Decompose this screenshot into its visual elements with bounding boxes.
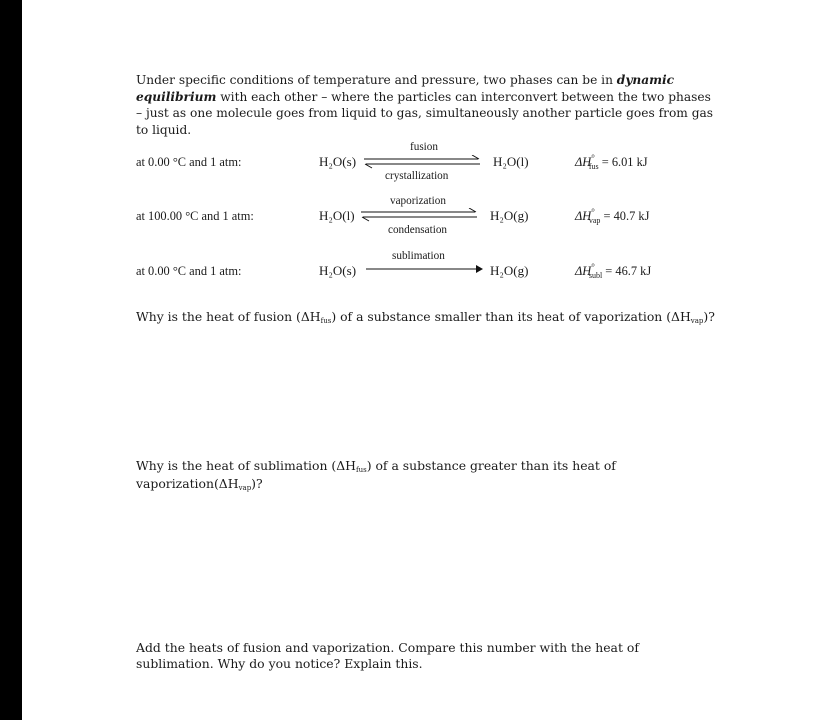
condition-sublimation: at 0.00 °C and 1 atm: — [136, 264, 242, 278]
q1-text-b: ) of a substance smaller than its heat of vaporization (ΔH — [331, 309, 691, 324]
question-1 — [136, 309, 736, 327]
equilibrium-arrow-vaporization — [359, 208, 481, 222]
reactant-vaporization: H₂O(l) — [319, 208, 355, 223]
dh-value: = 40.7 kJ — [603, 209, 650, 223]
q1-subscript-1: fus — [320, 317, 332, 325]
condition-fusion: at 0.00 °C and 1 atm: — [136, 155, 242, 169]
label-vaporization: vaporization — [390, 195, 446, 207]
intro-text-1: Under specific conditions of temperature and pressure, two phases can be in — [136, 73, 617, 87]
reactant-fusion: H₂O(s) — [319, 154, 357, 169]
dh-value: = 46.7 kJ — [605, 264, 652, 278]
dh-subscript: vap — [588, 216, 601, 225]
label-sublimation: sublimation — [392, 250, 445, 262]
enthalpy-sublimation — [575, 264, 651, 279]
dh-degree: ° — [591, 207, 595, 217]
label-crystallization: crystallization — [385, 170, 449, 182]
label-condensation: condensation — [388, 224, 448, 236]
label-fusion: fusion — [410, 141, 438, 153]
document-page — [22, 0, 828, 720]
question-2 — [136, 458, 626, 495]
dh-subscript: fus — [588, 162, 599, 171]
dh-degree: ° — [591, 262, 595, 272]
intro-emphasis: dynamic equilibrium — [136, 73, 675, 104]
product-sublimation: H₂O(g) — [490, 263, 529, 278]
enthalpy-fusion — [575, 155, 648, 170]
product-vaporization: H₂O(g) — [490, 208, 529, 223]
question-3: Add the heats of fusion and vaporization. Compare this number with the heat of sublimation. Why do you notice? Explain this. — [136, 640, 639, 672]
dh-value: = 6.01 kJ — [601, 155, 648, 169]
condition-vaporization: at 100.00 °C and 1 atm: — [136, 209, 254, 223]
product-fusion: H₂O(l) — [493, 154, 529, 169]
q1-subscript-2: vap — [690, 317, 704, 325]
enthalpy-vaporization — [575, 209, 649, 224]
dh-symbol: ΔH — [575, 209, 592, 223]
intro-text-2: with each other – where the particles can interconvert between the two phases – just as one molecule goes from liquid to gas, simultaneously another particle goes from gas to liquid. — [136, 89, 714, 137]
dh-subscript: subl — [588, 271, 603, 280]
arrow-sublimation — [364, 264, 486, 274]
intro-paragraph — [136, 72, 716, 138]
q2-subscript-1: fus — [356, 466, 367, 474]
q1-text-c: )? — [703, 309, 715, 324]
dh-symbol: ΔH — [575, 264, 592, 278]
reactant-sublimation: H₂O(s) — [319, 263, 357, 278]
q2-text-c: )? — [251, 476, 263, 492]
q2-subscript-2: vap — [238, 484, 252, 493]
q1-text-a: Why is the heat of fusion (ΔH — [136, 309, 321, 324]
equilibrium-arrow-fusion — [362, 155, 484, 169]
dh-degree: ° — [591, 153, 595, 163]
q2-text-b: ) of a substance greater than its heat of vaporization(ΔH — [136, 458, 616, 492]
dh-symbol: ΔH — [575, 155, 592, 169]
q2-text-a: Why is the heat of sublimation (ΔH — [136, 458, 356, 473]
